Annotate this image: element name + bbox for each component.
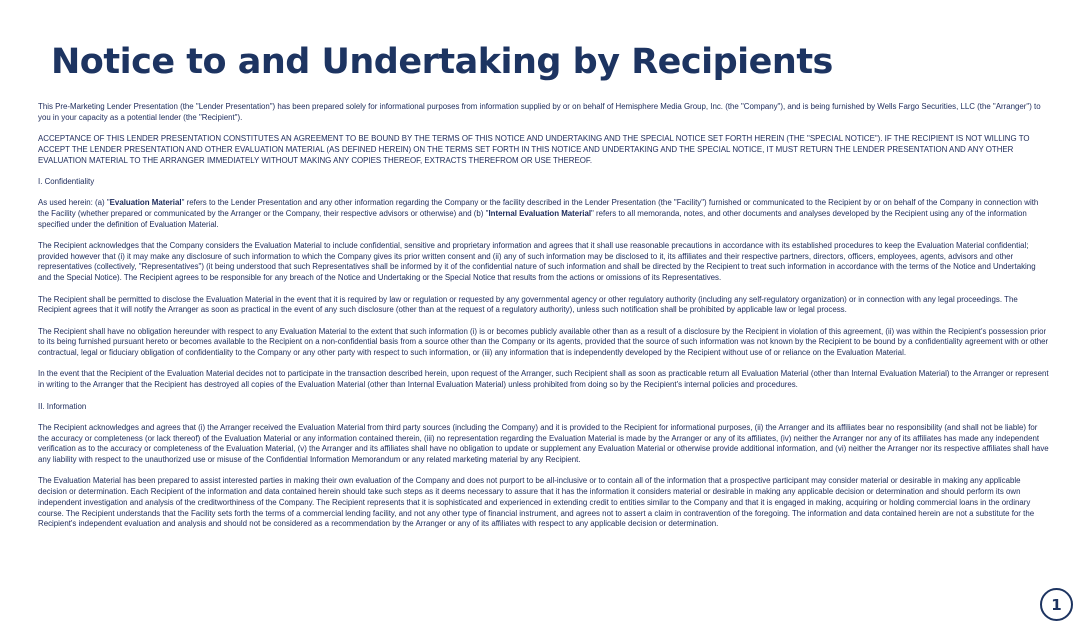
acknowledges-paragraph: The Recipient acknowledges that the Company considers the Evaluation Material to include confidential, sensitive and proprietary information and agrees that it shall use reasonable precautions in accordance with its established procedures to keep the Evaluation Material confidential; provided however that (i) it may make any disclosure of such information to which the Company gives its prior written consent and (ii) any of such information may be disclosed to it, its affiliates and their respective partners, directors, officers, employees, agents, advisors and other representatives (collectively, "Representatives") (it being understood that such Representatives shall be informed by it of the confidential nature of such information and shall be directed by the Recipient to treat such information in accordance with the terms of the Notice and Undertaking and the Special Notice). The Recipient agrees to be responsible for any breach of the Notice and Undertaking or the Special Notice that results from the actions or omissions of its Representatives.: [38, 241, 1036, 283]
definition-term-evaluation-material: Evaluation Material: [109, 198, 182, 208]
information-acknowledges-paragraph: The Recipient acknowledges and agrees that (i) the Arranger received the Evaluation Material from third party sources (including the Company) and it is provided to the Recipient for informational purposes, (ii) the Arranger and its affiliates bear no responsibility (and shall not be liable) for the accuracy or completeness (or lack thereof) of the Evaluation Material or any information contained therein, (iii) no representation regarding the Evaluation Material is made by the Arranger or any of its affiliates, (iv) neither the Arranger nor any of its affiliates has made any independent verification as to the accuracy or completeness of the Evaluation Material, (v) the Arranger and its affiliates shall have no obligation to update or supplement any Evaluation Material or otherwise provide additional information, and (vi) neither the Arranger nor its respective affiliates shall have any liability with respect to the unauthorized use or misuse of the Confidential Information Memorandum or any related marketing material by any Recipient.: [38, 422, 1049, 465]
section-heading-information: II. Information: [38, 401, 87, 411]
definitions-paragraph: [38, 198, 1050, 230]
no-obligation-paragraph: The Recipient shall have no obligation hereunder with respect to any Evaluation Material to the extent that such information (i) is or becomes publicly available other than as a result of a disclosure by the Recipient in violation of this agreement, (ii) was within the Recipient's possession prior to its being furnished pursuant hereto or becomes available to the Recipient on a non-confidential basis from a source other than the Company or its agents, provided that the source of such information was not known by the Recipient to be bound by a confidentiality agreement with or other contractual, legal or fiduciary obligation of confidentiality to the Company or any other party with respect to such information, or (iii) any information that is independently developed by the Recipient without use of or reliance on the Evaluation Material.: [38, 326, 1049, 358]
intro-paragraph: This Pre-Marketing Lender Presentation (the "Lender Presentation") has been prepared solely for informational purposes from information supplied by or on behalf of Hemisphere Media Group, Inc. (the "Company"), and is being furnished by Wells Fargo Securities, LLC (the "Arranger") to you in your capacity as a potential lender (the "Recipient").: [38, 102, 1041, 122]
definitions-text-c: " refers to all memoranda, notes, and other documents and analyses developed by the Recipient using any of the information specified under the definition of Evaluation Material.: [38, 208, 1027, 229]
permitted-disclosure-paragraph: The Recipient shall be permitted to disclose the Evaluation Material in the event that it is required by law or regulation or requested by any governmental agency or other regulatory authority (including any self-regulatory organization) or in connection with any legal proceedings. The Recipient agrees that it will notify the Arranger as soon as practical in the event of any such disclosure (other than at the request of a regulatory authority), unless such notification shall be prohibited by applicable law or legal process.: [38, 294, 1018, 315]
definition-term-internal-evaluation-material: Internal Evaluation Material: [488, 208, 592, 218]
prepared-paragraph: The Evaluation Material has been prepared to assist interested parties in making their own evaluation of the Company and does not purport to be all-inclusive or to contain all of the information that a prospective participant may consider material or desirable in making any applicable decision or determination. Each Recipient of the information and data contained herein should take such steps as it deems necessary to assure that it has the information it considers material or desirable in making any applicable decision or determination and should perform its own independent investigation and analysis of the creditworthiness of the Company. The Recipient represents that it is sophisticated and experienced in extending credit to entities similar to the Company and that it is engaged in making, acquiring or holding commercial loans in the ordinary course. The Recipient understands that the Facility sets forth the terms of a commercial lending facility, and not any other type of financial instrument, and agrees not to assert a claim in contravention of the foregoing. The information and data contained herein are not a substitute for the Recipient's independent evaluation and analysis and should not be considered as a recommendation by the Arranger or any of its affiliates with respect to any applicable decision or determination.: [38, 476, 1035, 529]
definitions-text-a: As used herein: (a) ": [38, 198, 110, 208]
section-heading-confidentiality: I. Confidentiality: [38, 176, 95, 186]
acceptance-paragraph: ACCEPTANCE OF THIS LENDER PRESENTATION CONSTITUTES AN AGREEMENT TO BE BOUND BY THE TERMS OF THIS NOTICE AND UNDERTAKING AND THE SPECIAL NOTICE SET FORTH HEREIN (THE "SPECIAL NOTICE"). IF THE RECIPIENT IS NOT WILLING TO ACCEPT THE LENDER PRESENTATION AND OTHER EVALUATION MATERIAL (AS DEFINED HEREIN) ON THE TERMS SET FORTH IN THIS NOTICE AND UNDERTAKING AND THE SPECIAL NOTICE, IT MUST RETURN THE LENDER PRESENTATION AND ANY OTHER EVALUATION MATERIAL TO THE ARRANGER IMMEDIATELY WITHOUT MAKING ANY COPIES THEREOF, EXTRACTS THEREFROM OR USE THEREOF.: [38, 134, 1030, 165]
definitions-text-b: " refers to the Lender Presentation and any other information regarding the Company or the facility described in the Lender Presentation (the "Facility") furnished or communicated to the Recipient by or on behalf of the Company in connection with the Facility (whether prepared or communicated by the Arranger or the Company, their respective advisors or otherwise) and (b) ": [38, 198, 1039, 218]
notice-body: [38, 102, 1050, 541]
page-title: Notice to and Undertaking by Recipients: [51, 42, 833, 82]
return-material-paragraph: In the event that the Recipient of the Evaluation Material decides not to participate in the transaction described herein, upon request of the Arranger, such Recipient shall as soon as practicable return all Evaluation Material (other than Internal Evaluation Material) to the Arranger or represent in writing to the Arranger that the Recipient has destroyed all copies of the Evaluation Material (other than Internal Evaluation Material) unless prohibited from doing so by the Recipient's internal policies and procedures.: [38, 369, 1049, 390]
page-number-badge: 1: [1040, 588, 1073, 621]
